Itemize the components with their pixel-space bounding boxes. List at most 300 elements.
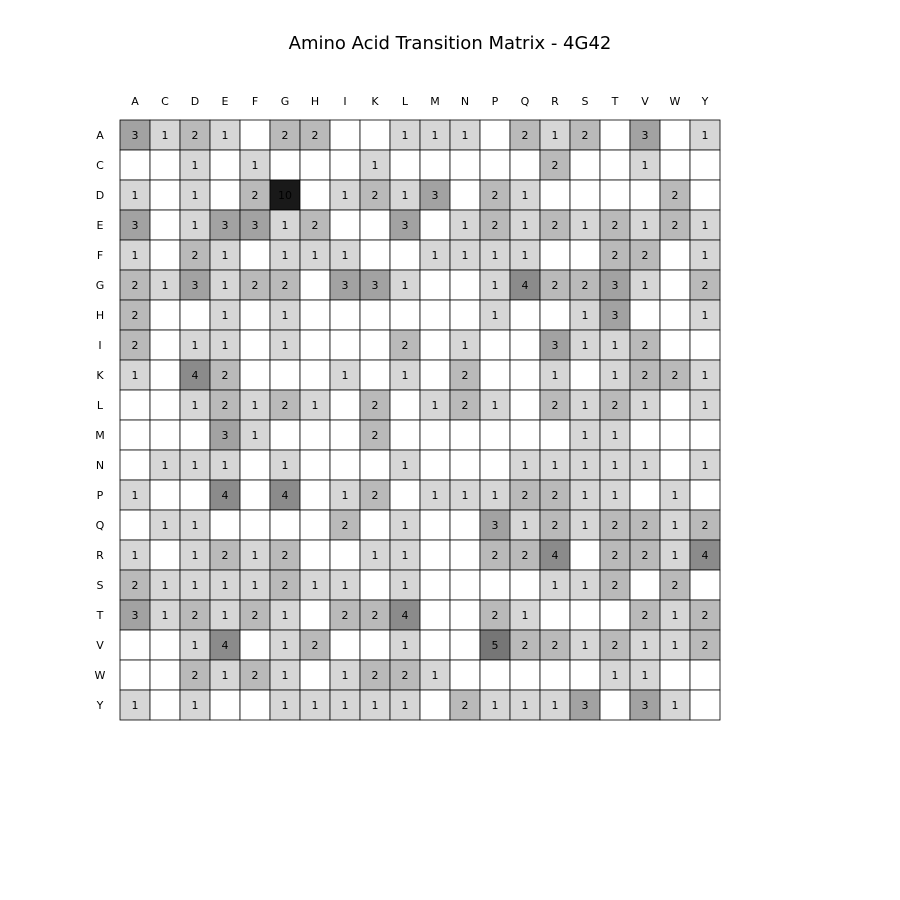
cell-value-label: 1 [251,159,259,172]
cell-value-label: 2 [581,129,589,142]
cell-value-label: 2 [461,399,469,412]
heatmap-cell [300,450,330,480]
cell-value-label: 1 [311,699,319,712]
heatmap-cell [300,480,330,510]
heatmap-cell [600,150,630,180]
y-tick-label: Y [96,699,104,712]
cell-value-label: 4 [221,489,229,502]
cell-value-label: 2 [671,219,679,232]
cell-value-label: 1 [641,669,649,682]
heatmap-cell [270,420,300,450]
cell-value-label: 3 [611,309,619,322]
heatmap-cell [510,300,540,330]
heatmap-cell [300,270,330,300]
cell-value-label: 1 [281,459,289,472]
x-tick-label: A [131,95,139,108]
cell-value-label: 2 [131,309,139,322]
heatmap-cell [120,510,150,540]
heatmap-cell [480,660,510,690]
cell-value-label: 2 [371,429,379,442]
cell-value-label: 2 [611,549,619,562]
cell-value-label: 1 [371,549,379,562]
cell-value-label: 1 [701,459,709,472]
heatmap-cell [360,510,390,540]
heatmap-cell [570,150,600,180]
cell-value-label: 2 [341,519,349,532]
cell-value-label: 1 [401,459,409,472]
heatmap-cell [240,510,270,540]
cell-value-label: 1 [431,669,439,682]
heatmap-cell [360,210,390,240]
heatmap-cell [450,570,480,600]
heatmap-cell [690,420,720,450]
heatmap-cell [570,360,600,390]
heatmap-cell [450,180,480,210]
x-tick-label: M [430,95,440,108]
heatmap-cell [570,180,600,210]
cell-value-label: 1 [281,249,289,262]
heatmap-cell [150,150,180,180]
cell-value-label: 1 [671,699,679,712]
heatmap-cell [600,120,630,150]
cell-value-label: 2 [521,489,529,502]
heatmap-cell [120,390,150,420]
cell-value-label: 4 [401,609,409,622]
x-tick-label: Y [701,95,709,108]
cell-value-label: 2 [251,189,259,202]
cell-value-label: 1 [131,699,139,712]
cell-value-label: 1 [161,129,169,142]
cell-value-label: 1 [701,219,709,232]
cell-value-label: 1 [461,219,469,232]
heatmap-cell [360,570,390,600]
heatmap-cell [330,540,360,570]
heatmap-cell [330,120,360,150]
cell-value-label: 1 [191,399,199,412]
cell-value-label: 2 [491,189,499,202]
heatmap-cell [120,420,150,450]
cell-value-label: 1 [221,129,229,142]
cell-value-label: 2 [281,279,289,292]
cell-value-label: 2 [401,339,409,352]
cell-value-label: 1 [371,159,379,172]
cell-value-label: 1 [311,249,319,262]
cell-value-label: 1 [581,489,589,502]
heatmap-cell [150,690,180,720]
cell-value-label: 1 [491,699,499,712]
cell-value-label: 1 [401,639,409,652]
cell-value-label: 1 [521,459,529,472]
heatmap-cell [420,210,450,240]
cell-value-label: 2 [491,609,499,622]
y-tick-label: L [96,399,104,412]
cell-value-label: 2 [671,189,679,202]
heatmap-cell [240,690,270,720]
heatmap-cell [510,660,540,690]
cell-value-label: 1 [161,519,169,532]
heatmap-cell [690,660,720,690]
cell-value-label: 2 [581,279,589,292]
heatmap-cell [330,150,360,180]
cell-value-label: 2 [641,339,649,352]
heatmap-cell [450,450,480,480]
cell-value-label: 1 [671,609,679,622]
cell-value-label: 3 [641,129,649,142]
cell-value-label: 1 [581,399,589,412]
heatmap-cell [300,600,330,630]
cell-value-label: 2 [371,489,379,502]
heatmap-cell [660,420,690,450]
heatmap-cell [690,690,720,720]
cell-value-label: 1 [581,579,589,592]
heatmap-cell [240,480,270,510]
heatmap-cells [120,120,720,720]
cell-value-label: 1 [581,429,589,442]
cell-value-label: 1 [401,549,409,562]
heatmap-cell [450,540,480,570]
cell-value-label: 4 [551,549,559,562]
heatmap-cell [450,420,480,450]
heatmap-cell [210,150,240,180]
heatmap-cell [420,150,450,180]
y-tick-label: T [96,609,104,622]
cell-value-label: 1 [551,699,559,712]
heatmap-cell [210,180,240,210]
cell-value-label: 2 [551,279,559,292]
heatmap-cell [570,540,600,570]
heatmap-cell [240,120,270,150]
cell-value-label: 1 [311,579,319,592]
chart-title: Amino Acid Transition Matrix - 4G42 [288,33,612,54]
cell-value-label: 1 [671,639,679,652]
cell-value-label: 2 [611,219,619,232]
heatmap-cell [300,150,330,180]
cell-value-label: 2 [521,549,529,562]
cell-value-label: 1 [191,639,199,652]
heatmap-cell [690,570,720,600]
cell-value-label: 1 [641,159,649,172]
cell-value-label: 2 [371,399,379,412]
cell-value-label: 1 [191,219,199,232]
heatmap-cell [450,270,480,300]
y-tick-label: K [96,369,104,382]
heatmap-cell [690,330,720,360]
cell-value-label: 1 [521,699,529,712]
x-tick-label: S [581,95,589,108]
x-tick-label: K [371,95,379,108]
cell-value-label: 1 [341,669,349,682]
cell-value-label: 1 [251,579,259,592]
cell-value-label: 1 [341,249,349,262]
x-tick-label: D [190,95,200,108]
heatmap-cell [420,690,450,720]
cell-value-label: 1 [521,249,529,262]
cell-value-label: 1 [641,639,649,652]
heatmap-cell [330,390,360,420]
heatmap-cell [600,180,630,210]
heatmap-cell [300,660,330,690]
cell-value-label: 1 [611,489,619,502]
heatmap-cell [270,150,300,180]
heatmap-cell [450,600,480,630]
cell-value-label: 2 [281,129,289,142]
cell-value-label: 1 [611,669,619,682]
cell-value-label: 2 [221,369,229,382]
cell-value-label: 2 [311,219,319,232]
x-tick-label: F [251,95,259,108]
cell-value-label: 1 [431,249,439,262]
heatmap-cell [390,150,420,180]
heatmap-cell [660,150,690,180]
cell-value-label: 1 [401,519,409,532]
cell-value-label: 2 [641,369,649,382]
heatmap-cell [180,420,210,450]
cell-value-label: 1 [461,339,469,352]
cell-value-label: 2 [251,609,259,622]
heatmap-cell [630,420,660,450]
cell-value-label: 1 [491,309,499,322]
cell-value-label: 1 [551,369,559,382]
cell-value-label: 2 [251,279,259,292]
cell-value-label: 2 [611,579,619,592]
cell-value-label: 3 [581,699,589,712]
cell-value-label: 1 [161,579,169,592]
cell-value-label: 3 [551,339,559,352]
cell-value-label: 1 [641,219,649,232]
heatmap-cell [540,420,570,450]
cell-value-label: 2 [551,639,559,652]
cell-value-label: 3 [131,129,139,142]
cell-value-label: 1 [341,369,349,382]
cell-value-label: 1 [311,399,319,412]
y-tick-label: R [96,549,104,562]
heatmap-cell [570,240,600,270]
cell-value-label: 1 [551,579,559,592]
y-tick-label: I [98,339,102,352]
y-tick-label: F [96,249,104,262]
y-tick-label: N [95,459,105,472]
heatmap-cell [360,630,390,660]
heatmap-cell [120,630,150,660]
cell-value-label: 2 [521,639,529,652]
heatmap-cell [510,150,540,180]
cell-value-label: 1 [251,429,259,442]
heatmap-cell [480,360,510,390]
cell-value-label: 2 [551,219,559,232]
cell-value-label: 1 [701,249,709,262]
heatmap-cell [300,360,330,390]
cell-value-label: 3 [401,219,409,232]
y-tick-label: Q [95,519,105,532]
cell-value-label: 2 [611,639,619,652]
cell-value-label: 2 [551,519,559,532]
cell-value-label: 1 [521,519,529,532]
heatmap-cell [120,150,150,180]
cell-value-label: 1 [611,429,619,442]
heatmap-cell [690,180,720,210]
y-tick-label: W [94,669,106,682]
heatmap-cell [120,450,150,480]
cell-value-label: 1 [191,699,199,712]
cell-value-label: 3 [251,219,259,232]
heatmap-cell [630,300,660,330]
cell-value-label: 2 [701,279,709,292]
cell-value-label: 1 [131,249,139,262]
cell-value-label: 2 [551,489,559,502]
heatmap-cell [630,180,660,210]
cell-value-label: 2 [551,159,559,172]
cell-value-label: 1 [701,399,709,412]
heatmap-cell [420,330,450,360]
heatmap-cell [240,300,270,330]
cell-value-label: 1 [131,549,139,562]
cell-value-label: 1 [581,459,589,472]
cell-value-label: 3 [371,279,379,292]
heatmap-cell [660,270,690,300]
cell-value-label: 1 [401,129,409,142]
heatmap-cell [240,450,270,480]
cell-value-label: 3 [191,279,199,292]
cell-value-label: 1 [461,489,469,502]
cell-value-label: 1 [131,489,139,502]
cell-value-label: 2 [371,669,379,682]
x-tick-label: R [551,95,559,108]
heatmap-cell [300,330,330,360]
y-tick-label: C [96,159,104,172]
heatmap-cell [540,600,570,630]
cell-value-label: 4 [281,489,289,502]
cell-value-label: 1 [251,549,259,562]
heatmap-cell [390,300,420,330]
heatmap-cell [150,360,180,390]
cell-value-label: 2 [191,249,199,262]
heatmap-cell [420,360,450,390]
cell-value-label: 1 [401,189,409,202]
cell-value-label: 2 [521,129,529,142]
cell-value-label: 1 [281,219,289,232]
y-tick-label: E [96,219,104,232]
cell-value-label: 1 [281,609,289,622]
cell-value-label: 1 [701,369,709,382]
cell-value-label: 1 [551,129,559,142]
heatmap-cell [690,150,720,180]
heatmap-cell [210,690,240,720]
x-tick-label: L [401,95,409,108]
heatmap-cell [450,510,480,540]
heatmap-cell [570,660,600,690]
heatmap-cell [660,300,690,330]
cell-value-label: 5 [491,639,499,652]
cell-value-label: 2 [401,669,409,682]
cell-value-label: 1 [431,399,439,412]
y-tick-label: S [96,579,104,592]
cell-value-label: 1 [581,309,589,322]
cell-value-label: 2 [671,369,679,382]
heatmap-cell [240,360,270,390]
heatmap-cell [690,480,720,510]
cell-value-label: 2 [611,519,619,532]
cell-value-label: 1 [641,279,649,292]
heatmap-cell [120,660,150,690]
heatmap-cell [270,510,300,540]
heatmap-cell [480,150,510,180]
heatmap-cell [420,600,450,630]
heatmap-cell [420,570,450,600]
heatmap-cell [600,690,630,720]
x-tick-label: T [611,95,619,108]
cell-value-label: 2 [191,609,199,622]
heatmap-cell [360,300,390,330]
heatmap-cell [420,630,450,660]
heatmap-cell [420,270,450,300]
x-tick-label: G [280,95,290,108]
heatmap-cell [360,120,390,150]
heatmap-cell [540,300,570,330]
cell-value-label: 1 [191,519,199,532]
cell-value-label: 1 [401,369,409,382]
cell-value-label: 2 [611,249,619,262]
cell-value-label: 1 [221,339,229,352]
cell-value-label: 1 [491,489,499,502]
heatmap-cell [420,510,450,540]
heatmap-cell [540,240,570,270]
heatmap-cell [150,210,180,240]
cell-value-label: 1 [521,609,529,622]
cell-value-label: 1 [581,219,589,232]
x-tick-label: I [343,95,347,108]
x-tick-label: Q [520,95,530,108]
heatmap-cell [420,300,450,330]
cell-value-label: 2 [341,609,349,622]
y-tick-label: M [95,429,105,442]
heatmap-cell [150,540,180,570]
cell-value-label: 1 [341,189,349,202]
cell-value-label: 1 [581,519,589,532]
cell-value-label: 1 [641,459,649,472]
heatmap-cell [660,660,690,690]
cell-value-label: 2 [611,399,619,412]
cell-value-label: 4 [191,369,199,382]
heatmap-cell [330,210,360,240]
heatmap-cell [510,570,540,600]
heatmap-cell [390,240,420,270]
cell-value-label: 2 [641,249,649,262]
heatmap-cell [300,510,330,540]
cell-value-label: 3 [221,219,229,232]
cell-value-label: 1 [521,189,529,202]
heatmap-cell [330,630,360,660]
heatmap-cell [150,660,180,690]
cell-value-label: 1 [401,279,409,292]
cell-value-label: 1 [341,579,349,592]
heatmap-cell [510,330,540,360]
heatmap-cell [330,300,360,330]
cell-value-label: 1 [581,639,589,652]
heatmap-cell [330,330,360,360]
heatmap-cell [660,390,690,420]
cell-value-label: 1 [221,669,229,682]
heatmap-cell [390,480,420,510]
cell-value-label: 1 [491,249,499,262]
heatmap-cell [240,330,270,360]
cell-value-label: 2 [641,519,649,532]
y-tick-label: P [96,489,104,502]
heatmap-cell [510,420,540,450]
heatmap-cell [450,150,480,180]
cell-value-label: 2 [221,549,229,562]
heatmap-cell [300,420,330,450]
cell-value-label: 1 [611,339,619,352]
